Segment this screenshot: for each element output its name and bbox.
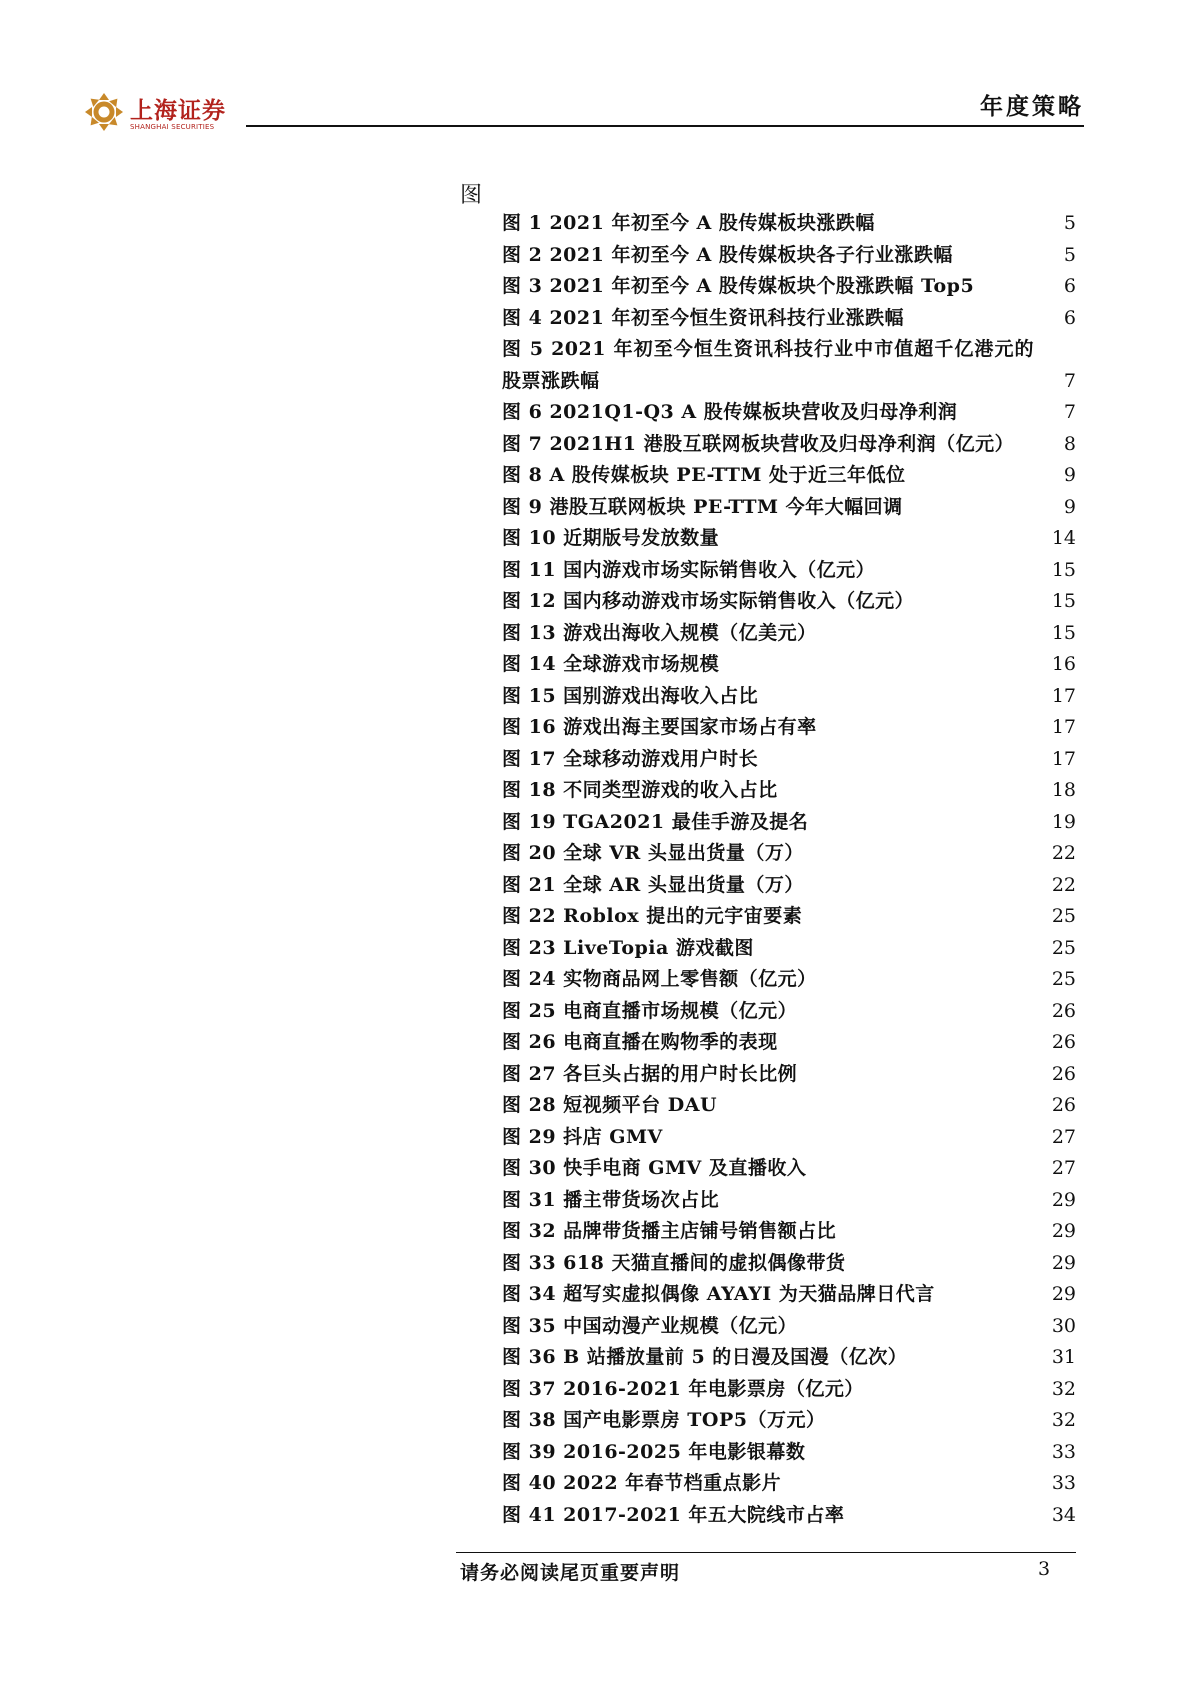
- toc-entry[interactable]: [502, 838, 1076, 870]
- toc-entry[interactable]: [502, 271, 1076, 303]
- footer-divider: [456, 1552, 1076, 1553]
- toc-entry[interactable]: [502, 334, 1076, 397]
- toc-entry-label: 图 3 2021 年初至今 A 股传媒板块个股涨跌幅 Top5: [502, 275, 975, 297]
- toc-entry-page: 22: [1051, 873, 1076, 896]
- toc-entry[interactable]: [502, 1059, 1076, 1091]
- toc-entry-page: 7: [1063, 369, 1076, 392]
- toc-entry[interactable]: [502, 1374, 1076, 1406]
- toc-entry-label: 图 31 播主带货场次占比: [502, 1188, 720, 1211]
- toc-entry-label: 图 1 2021 年初至今 A 股传媒板块涨跌幅: [502, 212, 875, 234]
- toc-entry-label: 图 16 游戏出海主要国家市场占有率: [502, 716, 817, 738]
- toc-entry-label: 图 37 2016-2021 年电影票房（亿元）: [502, 1377, 864, 1400]
- toc-entry[interactable]: [502, 492, 1076, 524]
- logo-emblem-icon: [84, 92, 124, 132]
- toc-entry-page: 17: [1051, 747, 1076, 770]
- toc-entry[interactable]: [502, 901, 1076, 933]
- page-number: 3: [1038, 1558, 1051, 1580]
- toc-entry[interactable]: [502, 1153, 1076, 1185]
- toc-entry-label: 图 11 国内游戏市场实际销售收入（亿元）: [502, 558, 876, 581]
- toc-entry-page: 15: [1051, 621, 1076, 644]
- toc-entry[interactable]: [502, 1248, 1076, 1280]
- toc-entry-label: 图 4 2021 年初至今恒生资讯科技行业涨跌幅: [502, 306, 904, 329]
- toc-entry-page: 27: [1051, 1157, 1076, 1179]
- toc-entry[interactable]: [502, 1468, 1076, 1500]
- toc-entry-page: 5: [1063, 243, 1076, 266]
- toc-entry-page: 34: [1051, 1503, 1076, 1526]
- toc-entry-page: 15: [1051, 558, 1076, 581]
- toc-entry-page: 15: [1051, 590, 1076, 612]
- toc-entry[interactable]: [502, 460, 1076, 492]
- toc-entry-label: 图 26 电商直播在购物季的表现: [502, 1031, 778, 1053]
- toc-entry-page: 25: [1051, 968, 1076, 990]
- toc-entry[interactable]: [502, 744, 1076, 776]
- toc-entry-label: 图 34 超写实虚拟偶像 AYAYI 为天猫品牌日代言: [502, 1283, 935, 1305]
- toc-entry-label: 图 15 国别游戏出海收入占比: [502, 684, 759, 707]
- toc-entry-label: 图 36 B 站播放量前 5 的日漫及国漫（亿次）: [502, 1346, 908, 1368]
- toc-entry[interactable]: [502, 1185, 1076, 1217]
- toc-entry[interactable]: [502, 429, 1076, 461]
- toc-entry[interactable]: [502, 1279, 1076, 1311]
- toc-entry-page: 9: [1063, 495, 1076, 518]
- toc-entry-label: 图 19 TGA2021 最佳手游及提名: [502, 810, 809, 833]
- toc-entry-page: 26: [1051, 1031, 1076, 1053]
- toc-entry-page: 30: [1051, 1314, 1076, 1337]
- toc-entry-page: 29: [1051, 1283, 1076, 1305]
- toc-entry-label: 图 22 Roblox 提出的元宇宙要素: [502, 905, 803, 927]
- toc-entry[interactable]: [502, 712, 1076, 744]
- toc-entry-page: 6: [1063, 275, 1076, 297]
- logo-chinese-name: 上海证券: [130, 98, 226, 124]
- toc-entry[interactable]: [502, 1405, 1076, 1437]
- toc-entry-page: 25: [1051, 905, 1076, 927]
- toc-entry[interactable]: [502, 586, 1076, 618]
- toc-entry-label: 图 39 2016-2025 年电影银幕数: [502, 1440, 806, 1463]
- toc-entry-label: 图 30 快手电商 GMV 及直播收入: [502, 1157, 807, 1179]
- toc-entry-page: 29: [1051, 1220, 1076, 1242]
- toc-entry-label: 图 20 全球 VR 头显出货量（万）: [502, 842, 804, 864]
- toc-entry-page: 17: [1051, 684, 1076, 707]
- toc-entry-label: 图 2 2021 年初至今 A 股传媒板块各子行业涨跌幅: [502, 243, 953, 266]
- toc-entry-label: 图 18 不同类型游戏的收入占比: [502, 779, 778, 801]
- toc-entry-page: 26: [1051, 1062, 1076, 1085]
- toc-entry[interactable]: [502, 208, 1076, 240]
- toc-entry-page: 26: [1051, 999, 1076, 1022]
- figure-index-heading: 图: [460, 183, 483, 208]
- toc-entry-page: 26: [1051, 1094, 1076, 1116]
- toc-entry-label: 图 12 国内移动游戏市场实际销售收入（亿元）: [502, 590, 915, 612]
- toc-entry-page: 32: [1051, 1409, 1076, 1431]
- toc-entry[interactable]: [502, 807, 1076, 839]
- logo-english-name: SHANGHAI SECURITIES: [130, 123, 215, 131]
- toc-entry-label: 图 24 实物商品网上零售额（亿元）: [502, 968, 817, 990]
- toc-entry[interactable]: [502, 618, 1076, 650]
- toc-entry-label: 图 25 电商直播市场规模（亿元）: [502, 999, 798, 1022]
- toc-entry-label: 图 6 2021Q1-Q3 A 股传媒板块营收及归母净利润: [502, 401, 958, 423]
- toc-entry-page: 33: [1051, 1472, 1076, 1494]
- toc-entry-label: 图 21 全球 AR 头显出货量（万）: [502, 873, 804, 896]
- toc-entry-page: 25: [1051, 936, 1076, 959]
- toc-entry-page: 5: [1063, 212, 1076, 234]
- toc-entry-label: 图 17 全球移动游戏用户时长: [502, 747, 759, 770]
- toc-entry[interactable]: [502, 1437, 1076, 1469]
- toc-entry[interactable]: [502, 1090, 1076, 1122]
- toc-entry[interactable]: [502, 303, 1076, 335]
- toc-entry[interactable]: [502, 964, 1076, 996]
- header-divider: [246, 125, 1084, 127]
- toc-entry-label: 图 5 2021 年初至今恒生资讯科技行业中市值超千亿港元的股票涨跌幅: [502, 338, 1034, 392]
- company-logo: [84, 92, 244, 138]
- toc-entry[interactable]: [502, 681, 1076, 713]
- toc-entry[interactable]: [502, 870, 1076, 902]
- toc-entry[interactable]: [502, 775, 1076, 807]
- toc-entry-page: 29: [1051, 1188, 1076, 1211]
- toc-entry[interactable]: [502, 1500, 1076, 1532]
- toc-entry-page: 22: [1051, 842, 1076, 864]
- toc-entry-page: 32: [1051, 1377, 1076, 1400]
- disclaimer-notice: 请务必阅读尾页重要声明: [460, 1562, 681, 1584]
- toc-entry[interactable]: [502, 649, 1076, 681]
- toc-entry-page: 18: [1051, 779, 1076, 801]
- toc-entry-label: 图 38 国产电影票房 TOP5（万元）: [502, 1409, 826, 1431]
- toc-entry-label: 图 32 品牌带货播主店铺号销售额占比: [502, 1220, 837, 1242]
- toc-entry[interactable]: [502, 555, 1076, 587]
- toc-entry-label: 图 33 618 天猫直播间的虚拟偶像带货: [502, 1251, 846, 1274]
- toc-entry-page: 16: [1051, 653, 1076, 675]
- toc-entry-label: 图 27 各巨头占据的用户时长比例: [502, 1062, 798, 1085]
- toc-entry-page: 17: [1051, 716, 1076, 738]
- toc-entry[interactable]: [502, 1311, 1076, 1343]
- toc-entry-page: 7: [1063, 401, 1076, 423]
- toc-entry[interactable]: [502, 1216, 1076, 1248]
- toc-entry-page: 14: [1051, 527, 1076, 549]
- toc-entry-page: 6: [1063, 306, 1076, 329]
- toc-entry-label: 图 8 A 股传媒板块 PE-TTM 处于近三年低位: [502, 464, 906, 486]
- toc-entry-page: 8: [1063, 432, 1076, 455]
- toc-entry[interactable]: [502, 1027, 1076, 1059]
- toc-entry-page: 19: [1051, 810, 1076, 833]
- report-type-title: 年度策略: [980, 93, 1084, 120]
- toc-entry[interactable]: [502, 996, 1076, 1028]
- toc-entry-label: 图 29 抖店 GMV: [502, 1125, 663, 1148]
- toc-entry-page: 33: [1051, 1440, 1076, 1463]
- toc-entry-label: 图 14 全球游戏市场规模: [502, 653, 720, 675]
- toc-entry-page: 9: [1063, 464, 1076, 486]
- toc-entry-label: 图 35 中国动漫产业规模（亿元）: [502, 1314, 798, 1337]
- toc-entry-page: 31: [1051, 1346, 1076, 1368]
- toc-entry[interactable]: [502, 397, 1076, 429]
- toc-entry-label: 图 10 近期版号发放数量: [502, 527, 720, 549]
- toc-entry[interactable]: [502, 933, 1076, 965]
- toc-entry-label: 图 40 2022 年春节档重点影片: [502, 1472, 782, 1494]
- toc-entry-label: 图 7 2021H1 港股互联网板块营收及归母净利润（亿元）: [502, 432, 1015, 455]
- toc-entry-page: 29: [1051, 1251, 1076, 1274]
- toc-entry[interactable]: [502, 1122, 1076, 1154]
- toc-entry-label: 图 23 LiveTopia 游戏截图: [502, 936, 754, 959]
- figure-index-list: [502, 208, 1076, 1531]
- toc-entry[interactable]: [502, 240, 1076, 272]
- toc-entry-label: 图 9 港股互联网板块 PE-TTM 今年大幅回调: [502, 495, 903, 518]
- toc-entry[interactable]: [502, 523, 1076, 555]
- toc-entry-label: 图 41 2017-2021 年五大院线市占率: [502, 1503, 845, 1526]
- toc-entry-label: 图 28 短视频平台 DAU: [502, 1094, 718, 1116]
- toc-entry[interactable]: [502, 1342, 1076, 1374]
- toc-entry-label: 图 13 游戏出海收入规模（亿美元）: [502, 621, 817, 644]
- toc-entry-page: 27: [1051, 1125, 1076, 1148]
